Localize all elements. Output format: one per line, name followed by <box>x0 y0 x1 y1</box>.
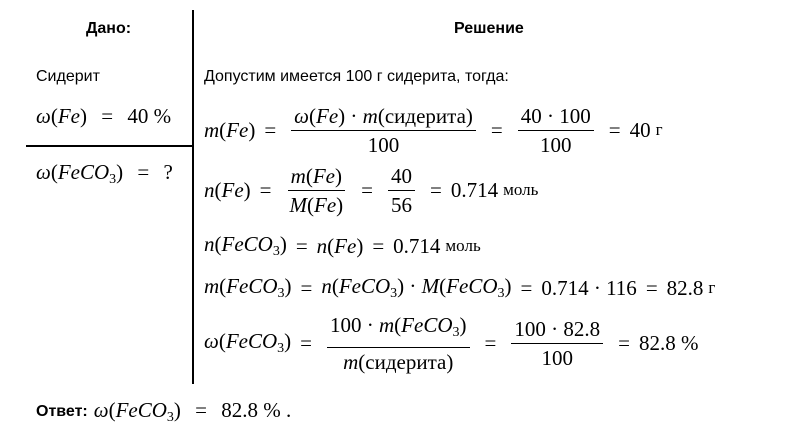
equation-mass-fe: m(Fe) = $\frac{\text{ω(Fe) · m(сидерита)}}{100}$ = $\frac{40 \cdot 100}{100}$ = 40 г <box>204 103 663 157</box>
equation-mass-feco3: m(FeCO$_3$) = n(FeCO$_3$) · M(FeCO$_3$) = 0.714 · 116 = 82.8 г <box>204 274 716 301</box>
answer-label: Ответ: <box>36 403 88 420</box>
solution-header: Решение <box>454 20 524 37</box>
equation-moles-fe: n(Fe) = $\frac{m(Fe)}{M(Fe)}$ = $\frac{40}{56}$ = 0.714 моль <box>204 163 539 217</box>
answer-value: ω(FeCO$_3$) = 82.8 % . <box>93 398 292 425</box>
given-omega-fe: ω(Fe) = 40 % <box>36 104 172 128</box>
vertical-divider <box>192 10 194 384</box>
given-find-divider <box>26 145 192 147</box>
equation-moles-feco3: n(FeCO$_3$) = n(Fe) = 0.714 моль <box>204 232 481 259</box>
answer-line <box>36 398 291 426</box>
given-header: Дано: <box>86 20 132 37</box>
given-find: ω(FeCO$_3$) = ? <box>36 160 173 187</box>
solution-intro: Допустим имеется 100 г сидерита, тогда: <box>204 68 509 85</box>
given-substance: Сидерит <box>36 68 100 85</box>
equation-omega-feco3: ω(FeCO$_3$) = $\frac{100 \cdot m(FeCO_3)}{\text{m(сидерита)}}$ = $\frac{100 \cdot 82.8}{100}$ = 82.8 % <box>204 312 699 374</box>
